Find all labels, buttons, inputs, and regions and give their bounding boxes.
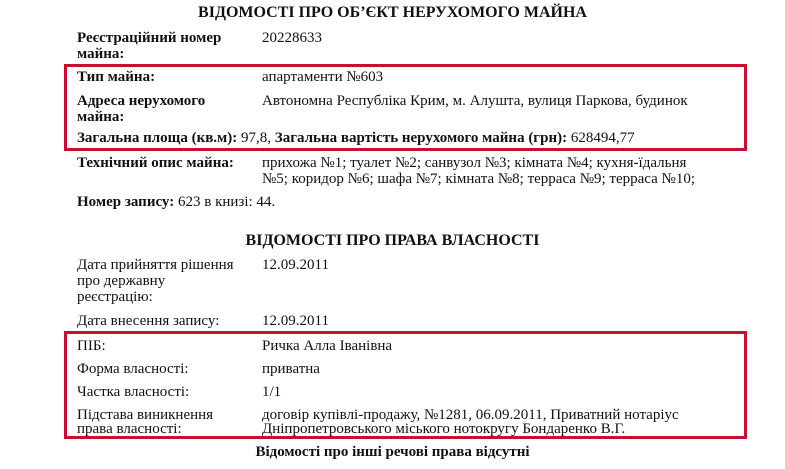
cost-label: Загальна вартість нерухомого майна (грн): (274, 130, 568, 146)
full-name-label: ПІБ: (77, 338, 106, 354)
cost-value: 628494,77 (570, 130, 635, 146)
tech-description-label: Технічний опис майна: (77, 155, 234, 171)
entry-date-value: 12.09.2011 (262, 313, 329, 329)
basis-label-2: права власності: (77, 421, 182, 437)
record-number-line (77, 194, 275, 211)
reg-number-label-cont: майна: (77, 46, 125, 62)
tech-description-value-2: №5; коридор №6; шафа №7; кімната №8; терраса №9; терраса №10; (262, 171, 696, 187)
ownership-form-label: Форма власності: (77, 361, 189, 377)
property-type-value: апартаменти №603 (262, 69, 384, 85)
area-cost-line (77, 130, 635, 147)
decision-date-label-2: про державну (77, 273, 166, 289)
full-name-value: Ричка Алла Іванівна (262, 338, 393, 354)
ownership-share-label: Частка власності: (77, 384, 190, 400)
tech-description-value-1: прихожа №1; туалет №2; санвузол №3; кімната №4; кухня-їдальня (262, 155, 687, 171)
decision-date-label-3: реєстрацію: (77, 289, 153, 305)
area-value: 97,8, (241, 130, 272, 146)
property-type-label: Тип майна: (77, 69, 156, 85)
reg-number-label: Реєстраційний номер (77, 30, 222, 46)
entry-date-label: Дата внесення запису: (77, 313, 220, 329)
ownership-section-title: ВІДОМОСТІ ПРО ПРАВА ВЛАСНОСТІ (245, 232, 540, 249)
basis-value-1: договір купівлі-продажу, №1281, 06.09.2011, Приватний нотаріус (262, 407, 679, 423)
address-label: Адреса нерухомого (77, 93, 206, 109)
decision-date-label-1: Дата прийняття рішення (77, 257, 234, 273)
basis-value-2: Дніпропетровського міського нотокругу Бондаренко В.Г. (262, 421, 626, 437)
basis-label-1: Підстава виникнення (77, 407, 214, 423)
ownership-share-value: 1/1 (262, 384, 282, 400)
object-section-title: ВІДОМОСТІ ПРО ОБ’ЄКТ НЕРУХОМОГО МАЙНА (198, 4, 587, 21)
record-number-label: Номер запису: (77, 194, 175, 210)
record-number-value: 623 в книзі: 44. (177, 194, 276, 210)
address-value: Автономна Республіка Крим, м. Алушта, вулиця Паркова, будинок (262, 93, 688, 109)
ownership-form-value: приватна (262, 361, 320, 377)
reg-number-value: 20228633 (262, 30, 322, 46)
decision-date-value: 12.09.2011 (262, 257, 329, 273)
address-label-cont: майна: (77, 109, 125, 125)
area-label: Загальна площа (кв.м): (77, 130, 238, 146)
other-rights-note: Відомості про інші речові права відсутні (255, 444, 530, 460)
